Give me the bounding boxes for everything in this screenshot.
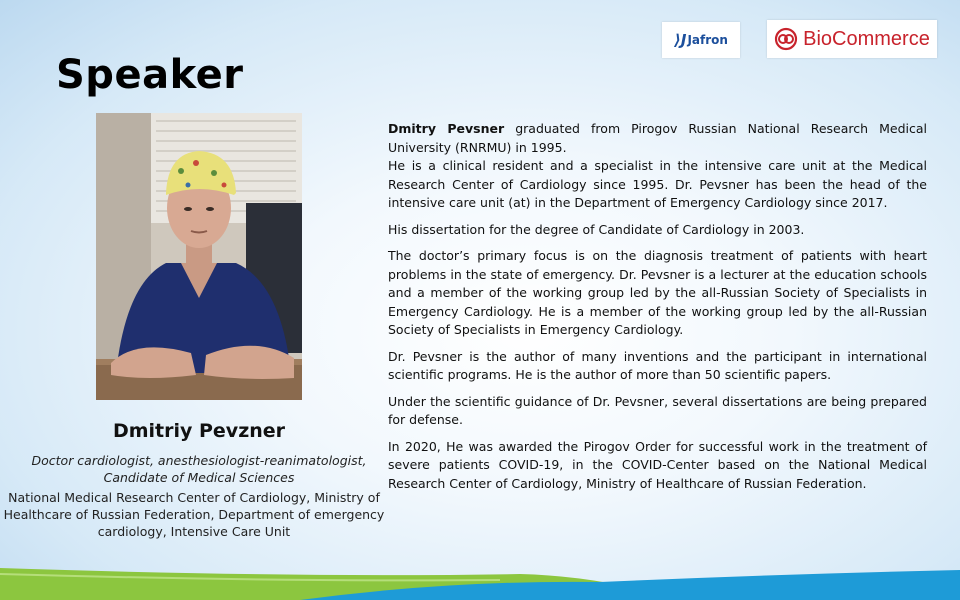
speaker-photo: [96, 113, 302, 400]
jafron-logo-text: Jafron: [687, 33, 728, 47]
bio-paragraph: His dissertation for the degree of Candidate of Cardiology in 2003.: [388, 221, 805, 237]
bio-paragraph: The doctor’s primary focus is on the diagnosis treatment of patients with heart problems in the state of emergency. Dr. Pevsner is a lecturer at the education schools and a member of the working group led by the all-Russian Society of Specialists in Emergency Cardiology. He is a member of the working group led by the all-Russian Society of Specialists in Emergency Cardiology.: [388, 248, 927, 337]
bio-speaker-name: Dmitry Pevsner: [388, 121, 505, 136]
bio-paragraph: Dr. Pevsner is the author of many inventions and the participant in international scientific programs. He is the author of more than 50 scientific papers.: [388, 348, 927, 382]
footer-swoosh: [0, 560, 960, 600]
bio-paragraph: [388, 120, 927, 157]
bio-paragraph: In 2020, He was awarded the Pirogov Order for successful work in the treatment of severe patients COVID-19, in the COVID-Center based on the National Medical Research Center of Cardiology, Ministry of Healthcare of Russian Federation.: [388, 438, 927, 491]
biocommerce-logo-text: BioCommerce: [803, 27, 930, 50]
speaker-role-line: Doctor cardiologist, anesthesiologist-reanimatologist,: [31, 453, 367, 468]
speaker-role: [0, 452, 398, 486]
speaker-name: Dmitriy Pevzner: [112, 420, 286, 442]
speaker-biography: [388, 120, 927, 501]
speaker-organization: National Medical Research Center of Cardiology, Ministry of Healthcare of Russian Federation, Department of emergency cardiology, Intensive Care Unit: [3, 490, 385, 539]
slide-title: Speaker: [56, 52, 244, 98]
bio-text: graduated from Pirogov Russian National Research Medical University (RNRMU) in 1995.: [388, 121, 927, 155]
biocommerce-logo: [767, 20, 937, 58]
speaker-role-line: Candidate of Medical Sciences: [103, 470, 295, 485]
jafron-mark-icon: ⟩J: [674, 31, 687, 49]
biocommerce-emblem-icon: [774, 27, 798, 51]
bio-paragraph: He is a clinical resident and a specialist in the intensive care unit at the Medical Research Center of Cardiology since 1995. Dr. Pevsner has been the head of the intensive care unit (at) in the Department of Emergency Cardiology since 2017.: [388, 158, 927, 210]
bio-paragraph: Under the scientific guidance of Dr. Pevsner, several dissertations are being prepared for defense.: [388, 393, 927, 427]
jafron-logo: [662, 22, 740, 58]
